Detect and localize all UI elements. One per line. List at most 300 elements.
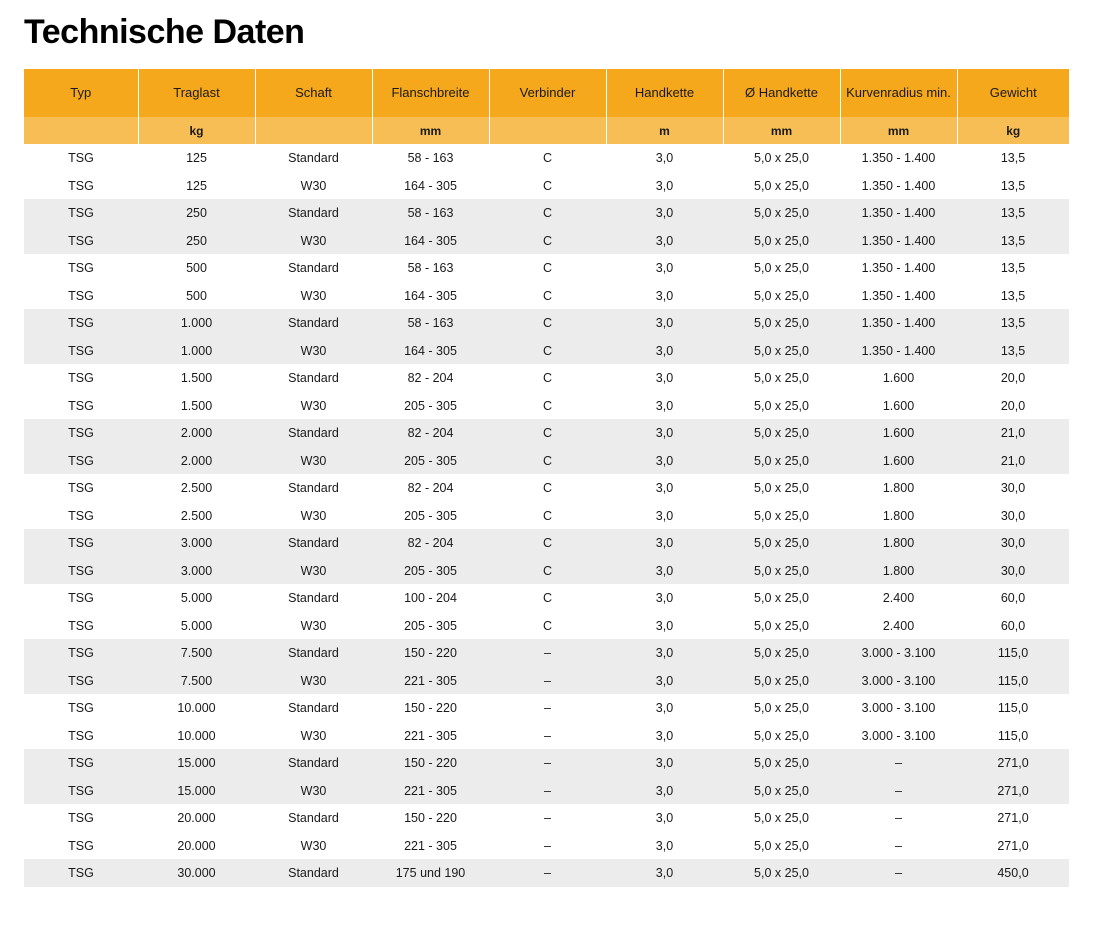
- cell-typ: TSG: [24, 282, 138, 310]
- cell-gewicht: 60,0: [957, 584, 1069, 612]
- cell-verbinder: –: [489, 749, 606, 777]
- cell-kurvenradius: –: [840, 804, 957, 832]
- cell-typ: TSG: [24, 447, 138, 475]
- cell-flanschbreite: 150 - 220: [372, 694, 489, 722]
- cell-verbinder: C: [489, 557, 606, 585]
- cell-kurvenradius: 1.350 - 1.400: [840, 282, 957, 310]
- cell-traglast: 1.000: [138, 337, 255, 365]
- cell-verbinder: C: [489, 254, 606, 282]
- cell-kurvenradius: 1.350 - 1.400: [840, 199, 957, 227]
- cell-traglast: 250: [138, 199, 255, 227]
- cell-gewicht: 450,0: [957, 859, 1069, 887]
- table-row: [24, 639, 1069, 667]
- cell-typ: TSG: [24, 749, 138, 777]
- cell-flanschbreite: 164 - 305: [372, 282, 489, 310]
- cell-gewicht: 13,5: [957, 337, 1069, 365]
- cell-handkette: 3,0: [606, 612, 723, 640]
- technical-data-table: [24, 69, 1069, 887]
- cell-kurvenradius: –: [840, 749, 957, 777]
- cell-handkette: 3,0: [606, 584, 723, 612]
- column-header-label: Handkette: [634, 84, 695, 100]
- cell-durchmesser-handkette: 5,0 x 25,0: [723, 419, 840, 447]
- cell-flanschbreite: 82 - 204: [372, 474, 489, 502]
- cell-schaft: Standard: [255, 144, 372, 172]
- cell-handkette: 3,0: [606, 254, 723, 282]
- cell-gewicht: 30,0: [957, 502, 1069, 530]
- cell-kurvenradius: 3.000 - 3.100: [840, 667, 957, 695]
- cell-typ: TSG: [24, 612, 138, 640]
- cell-handkette: 3,0: [606, 804, 723, 832]
- cell-handkette: 3,0: [606, 639, 723, 667]
- cell-kurvenradius: 1.350 - 1.400: [840, 172, 957, 200]
- document-page: [0, 14, 1093, 945]
- table-row: [24, 722, 1069, 750]
- cell-flanschbreite: 58 - 163: [372, 309, 489, 337]
- cell-verbinder: –: [489, 667, 606, 695]
- cell-flanschbreite: 205 - 305: [372, 557, 489, 585]
- cell-schaft: Standard: [255, 529, 372, 557]
- cell-flanschbreite: 150 - 220: [372, 749, 489, 777]
- cell-durchmesser-handkette: 5,0 x 25,0: [723, 474, 840, 502]
- cell-flanschbreite: 82 - 204: [372, 419, 489, 447]
- unit-handkette: m: [606, 117, 723, 144]
- table-units-row: [24, 117, 1069, 144]
- table-body: [24, 144, 1069, 887]
- cell-gewicht: 271,0: [957, 832, 1069, 860]
- cell-typ: TSG: [24, 722, 138, 750]
- cell-traglast: 7.500: [138, 639, 255, 667]
- table-row: [24, 804, 1069, 832]
- table-row: [24, 254, 1069, 282]
- cell-durchmesser-handkette: 5,0 x 25,0: [723, 392, 840, 420]
- table-header: [24, 69, 1069, 144]
- column-header-label: Kurvenradius min.: [846, 84, 951, 100]
- column-header-label: Gewicht: [989, 84, 1037, 100]
- cell-handkette: 3,0: [606, 749, 723, 777]
- cell-flanschbreite: 58 - 163: [372, 254, 489, 282]
- table-row: [24, 309, 1069, 337]
- cell-gewicht: 271,0: [957, 777, 1069, 805]
- cell-schaft: Standard: [255, 199, 372, 227]
- cell-flanschbreite: 82 - 204: [372, 529, 489, 557]
- cell-typ: TSG: [24, 309, 138, 337]
- cell-traglast: 500: [138, 254, 255, 282]
- cell-verbinder: C: [489, 172, 606, 200]
- cell-typ: TSG: [24, 804, 138, 832]
- table-row: [24, 832, 1069, 860]
- table-row: [24, 667, 1069, 695]
- cell-durchmesser-handkette: 5,0 x 25,0: [723, 722, 840, 750]
- cell-gewicht: 13,5: [957, 282, 1069, 310]
- cell-durchmesser-handkette: 5,0 x 25,0: [723, 144, 840, 172]
- table-row: [24, 749, 1069, 777]
- cell-typ: TSG: [24, 364, 138, 392]
- cell-schaft: Standard: [255, 474, 372, 502]
- cell-typ: TSG: [24, 859, 138, 887]
- cell-verbinder: C: [489, 364, 606, 392]
- column-header-label: Schaft: [295, 84, 332, 100]
- cell-traglast: 2.500: [138, 502, 255, 530]
- cell-kurvenradius: 1.350 - 1.400: [840, 337, 957, 365]
- cell-typ: TSG: [24, 199, 138, 227]
- cell-schaft: Standard: [255, 749, 372, 777]
- cell-schaft: Standard: [255, 309, 372, 337]
- cell-gewicht: 271,0: [957, 749, 1069, 777]
- column-header-schaft: [255, 69, 372, 117]
- cell-flanschbreite: 205 - 305: [372, 612, 489, 640]
- cell-schaft: Standard: [255, 859, 372, 887]
- cell-schaft: W30: [255, 172, 372, 200]
- cell-traglast: 7.500: [138, 667, 255, 695]
- table-row: [24, 172, 1069, 200]
- cell-flanschbreite: 58 - 163: [372, 199, 489, 227]
- cell-kurvenradius: 1.350 - 1.400: [840, 254, 957, 282]
- cell-traglast: 1.500: [138, 392, 255, 420]
- cell-kurvenradius: 1.800: [840, 529, 957, 557]
- table-row: [24, 474, 1069, 502]
- cell-handkette: 3,0: [606, 474, 723, 502]
- cell-gewicht: 30,0: [957, 474, 1069, 502]
- cell-traglast: 125: [138, 172, 255, 200]
- cell-verbinder: C: [489, 474, 606, 502]
- cell-durchmesser-handkette: 5,0 x 25,0: [723, 447, 840, 475]
- cell-kurvenradius: –: [840, 832, 957, 860]
- cell-handkette: 3,0: [606, 309, 723, 337]
- cell-typ: TSG: [24, 392, 138, 420]
- column-header-verbinder: [489, 69, 606, 117]
- unit-flanschbreite: mm: [372, 117, 489, 144]
- cell-kurvenradius: 1.800: [840, 557, 957, 585]
- cell-kurvenradius: 3.000 - 3.100: [840, 639, 957, 667]
- table-row: [24, 392, 1069, 420]
- cell-typ: TSG: [24, 639, 138, 667]
- cell-schaft: Standard: [255, 804, 372, 832]
- cell-handkette: 3,0: [606, 364, 723, 392]
- cell-verbinder: –: [489, 804, 606, 832]
- cell-schaft: W30: [255, 832, 372, 860]
- column-header-typ: [24, 69, 138, 117]
- cell-typ: TSG: [24, 777, 138, 805]
- cell-handkette: 3,0: [606, 172, 723, 200]
- cell-durchmesser-handkette: 5,0 x 25,0: [723, 502, 840, 530]
- cell-schaft: Standard: [255, 639, 372, 667]
- cell-typ: TSG: [24, 502, 138, 530]
- cell-verbinder: C: [489, 612, 606, 640]
- cell-kurvenradius: 1.600: [840, 419, 957, 447]
- cell-typ: TSG: [24, 419, 138, 447]
- cell-flanschbreite: 100 - 204: [372, 584, 489, 612]
- cell-flanschbreite: 164 - 305: [372, 337, 489, 365]
- cell-traglast: 10.000: [138, 694, 255, 722]
- table-row: [24, 337, 1069, 365]
- cell-handkette: 3,0: [606, 502, 723, 530]
- cell-typ: TSG: [24, 144, 138, 172]
- column-header-durchmesser-handkette: [723, 69, 840, 117]
- cell-flanschbreite: 221 - 305: [372, 722, 489, 750]
- cell-durchmesser-handkette: 5,0 x 25,0: [723, 584, 840, 612]
- cell-handkette: 3,0: [606, 832, 723, 860]
- cell-typ: TSG: [24, 584, 138, 612]
- cell-durchmesser-handkette: 5,0 x 25,0: [723, 612, 840, 640]
- column-header-gewicht: [957, 69, 1069, 117]
- cell-typ: TSG: [24, 529, 138, 557]
- cell-flanschbreite: 205 - 305: [372, 502, 489, 530]
- cell-handkette: 3,0: [606, 777, 723, 805]
- cell-traglast: 20.000: [138, 804, 255, 832]
- cell-durchmesser-handkette: 5,0 x 25,0: [723, 227, 840, 255]
- cell-flanschbreite: 221 - 305: [372, 777, 489, 805]
- cell-durchmesser-handkette: 5,0 x 25,0: [723, 364, 840, 392]
- column-header-kurvenradius: [840, 69, 957, 117]
- cell-kurvenradius: 1.350 - 1.400: [840, 144, 957, 172]
- column-header-label: Typ: [70, 84, 92, 100]
- page-title: Technische Daten: [24, 13, 305, 51]
- cell-traglast: 3.000: [138, 557, 255, 585]
- cell-gewicht: 30,0: [957, 529, 1069, 557]
- cell-handkette: 3,0: [606, 392, 723, 420]
- cell-gewicht: 60,0: [957, 612, 1069, 640]
- cell-durchmesser-handkette: 5,0 x 25,0: [723, 309, 840, 337]
- cell-gewicht: 13,5: [957, 144, 1069, 172]
- cell-gewicht: 115,0: [957, 639, 1069, 667]
- cell-handkette: 3,0: [606, 144, 723, 172]
- unit-kurvenradius: mm: [840, 117, 957, 144]
- column-header-label: Flanschbreite: [391, 84, 470, 100]
- cell-traglast: 2.000: [138, 447, 255, 475]
- cell-durchmesser-handkette: 5,0 x 25,0: [723, 749, 840, 777]
- cell-verbinder: C: [489, 199, 606, 227]
- cell-durchmesser-handkette: 5,0 x 25,0: [723, 777, 840, 805]
- table-row: [24, 529, 1069, 557]
- cell-schaft: W30: [255, 557, 372, 585]
- unit-durchmesser-handkette: mm: [723, 117, 840, 144]
- table-row: [24, 694, 1069, 722]
- cell-durchmesser-handkette: 5,0 x 25,0: [723, 172, 840, 200]
- cell-kurvenradius: 1.600: [840, 364, 957, 392]
- cell-gewicht: 21,0: [957, 447, 1069, 475]
- table-row: [24, 612, 1069, 640]
- cell-traglast: 1.500: [138, 364, 255, 392]
- cell-kurvenradius: –: [840, 859, 957, 887]
- column-header-flanschbreite: [372, 69, 489, 117]
- cell-typ: TSG: [24, 227, 138, 255]
- cell-handkette: 3,0: [606, 859, 723, 887]
- table-row: [24, 859, 1069, 887]
- cell-schaft: Standard: [255, 584, 372, 612]
- cell-traglast: 5.000: [138, 584, 255, 612]
- cell-durchmesser-handkette: 5,0 x 25,0: [723, 529, 840, 557]
- cell-traglast: 2.000: [138, 419, 255, 447]
- cell-verbinder: C: [489, 392, 606, 420]
- cell-flanschbreite: 164 - 305: [372, 172, 489, 200]
- cell-flanschbreite: 221 - 305: [372, 667, 489, 695]
- cell-verbinder: –: [489, 832, 606, 860]
- cell-durchmesser-handkette: 5,0 x 25,0: [723, 254, 840, 282]
- unit-traglast: kg: [138, 117, 255, 144]
- cell-durchmesser-handkette: 5,0 x 25,0: [723, 639, 840, 667]
- cell-flanschbreite: 175 und 190: [372, 859, 489, 887]
- cell-gewicht: 13,5: [957, 309, 1069, 337]
- cell-verbinder: C: [489, 584, 606, 612]
- cell-durchmesser-handkette: 5,0 x 25,0: [723, 859, 840, 887]
- cell-verbinder: –: [489, 639, 606, 667]
- cell-durchmesser-handkette: 5,0 x 25,0: [723, 804, 840, 832]
- cell-handkette: 3,0: [606, 282, 723, 310]
- cell-handkette: 3,0: [606, 529, 723, 557]
- cell-typ: TSG: [24, 694, 138, 722]
- cell-durchmesser-handkette: 5,0 x 25,0: [723, 557, 840, 585]
- cell-typ: TSG: [24, 172, 138, 200]
- cell-gewicht: 30,0: [957, 557, 1069, 585]
- cell-durchmesser-handkette: 5,0 x 25,0: [723, 694, 840, 722]
- cell-kurvenradius: 1.800: [840, 474, 957, 502]
- cell-durchmesser-handkette: 5,0 x 25,0: [723, 832, 840, 860]
- unit-typ: [24, 117, 138, 144]
- cell-traglast: 3.000: [138, 529, 255, 557]
- cell-gewicht: 20,0: [957, 364, 1069, 392]
- cell-traglast: 250: [138, 227, 255, 255]
- cell-schaft: W30: [255, 777, 372, 805]
- table-header-row: [24, 69, 1069, 117]
- cell-durchmesser-handkette: 5,0 x 25,0: [723, 282, 840, 310]
- cell-traglast: 30.000: [138, 859, 255, 887]
- cell-flanschbreite: 150 - 220: [372, 639, 489, 667]
- cell-schaft: W30: [255, 337, 372, 365]
- cell-kurvenradius: 1.600: [840, 392, 957, 420]
- cell-schaft: Standard: [255, 254, 372, 282]
- cell-traglast: 1.000: [138, 309, 255, 337]
- cell-typ: TSG: [24, 337, 138, 365]
- cell-verbinder: C: [489, 144, 606, 172]
- cell-verbinder: C: [489, 227, 606, 255]
- cell-traglast: 2.500: [138, 474, 255, 502]
- cell-typ: TSG: [24, 474, 138, 502]
- column-header-label: Traglast: [173, 84, 220, 100]
- column-header-label: Verbinder: [519, 84, 576, 100]
- cell-gewicht: 271,0: [957, 804, 1069, 832]
- cell-durchmesser-handkette: 5,0 x 25,0: [723, 337, 840, 365]
- cell-kurvenradius: 3.000 - 3.100: [840, 694, 957, 722]
- cell-flanschbreite: 205 - 305: [372, 447, 489, 475]
- cell-typ: TSG: [24, 254, 138, 282]
- cell-gewicht: 115,0: [957, 722, 1069, 750]
- table-row: [24, 557, 1069, 585]
- cell-traglast: 500: [138, 282, 255, 310]
- unit-gewicht: kg: [957, 117, 1069, 144]
- cell-flanschbreite: 82 - 204: [372, 364, 489, 392]
- table-row: [24, 199, 1069, 227]
- column-header-handkette: [606, 69, 723, 117]
- cell-flanschbreite: 164 - 305: [372, 227, 489, 255]
- cell-verbinder: C: [489, 419, 606, 447]
- cell-handkette: 3,0: [606, 557, 723, 585]
- cell-handkette: 3,0: [606, 722, 723, 750]
- cell-handkette: 3,0: [606, 447, 723, 475]
- unit-verbinder: [489, 117, 606, 144]
- cell-handkette: 3,0: [606, 199, 723, 227]
- cell-handkette: 3,0: [606, 419, 723, 447]
- cell-durchmesser-handkette: 5,0 x 25,0: [723, 199, 840, 227]
- cell-handkette: 3,0: [606, 694, 723, 722]
- cell-verbinder: C: [489, 447, 606, 475]
- cell-gewicht: 20,0: [957, 392, 1069, 420]
- cell-typ: TSG: [24, 667, 138, 695]
- cell-schaft: Standard: [255, 364, 372, 392]
- cell-traglast: 10.000: [138, 722, 255, 750]
- cell-schaft: W30: [255, 502, 372, 530]
- cell-verbinder: C: [489, 529, 606, 557]
- cell-verbinder: C: [489, 337, 606, 365]
- cell-traglast: 125: [138, 144, 255, 172]
- cell-flanschbreite: 221 - 305: [372, 832, 489, 860]
- cell-schaft: W30: [255, 667, 372, 695]
- column-header-traglast: [138, 69, 255, 117]
- cell-verbinder: –: [489, 859, 606, 887]
- cell-schaft: W30: [255, 447, 372, 475]
- column-header-label: Ø Handkette: [745, 84, 818, 100]
- cell-gewicht: 13,5: [957, 227, 1069, 255]
- cell-gewicht: 115,0: [957, 694, 1069, 722]
- table-row: [24, 227, 1069, 255]
- cell-schaft: W30: [255, 227, 372, 255]
- table-row: [24, 777, 1069, 805]
- cell-gewicht: 21,0: [957, 419, 1069, 447]
- cell-verbinder: C: [489, 282, 606, 310]
- unit-schaft: [255, 117, 372, 144]
- cell-flanschbreite: 205 - 305: [372, 392, 489, 420]
- cell-schaft: W30: [255, 612, 372, 640]
- cell-gewicht: 13,5: [957, 172, 1069, 200]
- cell-traglast: 20.000: [138, 832, 255, 860]
- cell-durchmesser-handkette: 5,0 x 25,0: [723, 667, 840, 695]
- cell-schaft: Standard: [255, 694, 372, 722]
- cell-gewicht: 115,0: [957, 667, 1069, 695]
- cell-schaft: Standard: [255, 419, 372, 447]
- cell-kurvenradius: –: [840, 777, 957, 805]
- cell-kurvenradius: 1.350 - 1.400: [840, 227, 957, 255]
- cell-gewicht: 13,5: [957, 254, 1069, 282]
- cell-kurvenradius: 1.600: [840, 447, 957, 475]
- cell-schaft: W30: [255, 282, 372, 310]
- cell-flanschbreite: 150 - 220: [372, 804, 489, 832]
- cell-verbinder: –: [489, 722, 606, 750]
- cell-verbinder: –: [489, 694, 606, 722]
- cell-verbinder: –: [489, 777, 606, 805]
- cell-typ: TSG: [24, 832, 138, 860]
- cell-schaft: W30: [255, 722, 372, 750]
- cell-gewicht: 13,5: [957, 199, 1069, 227]
- cell-kurvenradius: 2.400: [840, 612, 957, 640]
- cell-flanschbreite: 58 - 163: [372, 144, 489, 172]
- table-row: [24, 419, 1069, 447]
- table-row: [24, 364, 1069, 392]
- cell-verbinder: C: [489, 502, 606, 530]
- cell-kurvenradius: 3.000 - 3.100: [840, 722, 957, 750]
- table-row: [24, 447, 1069, 475]
- cell-handkette: 3,0: [606, 667, 723, 695]
- cell-traglast: 15.000: [138, 777, 255, 805]
- table-row: [24, 502, 1069, 530]
- table-row: [24, 282, 1069, 310]
- cell-handkette: 3,0: [606, 337, 723, 365]
- table-row: [24, 144, 1069, 172]
- cell-kurvenradius: 2.400: [840, 584, 957, 612]
- cell-kurvenradius: 1.350 - 1.400: [840, 309, 957, 337]
- cell-kurvenradius: 1.800: [840, 502, 957, 530]
- cell-typ: TSG: [24, 557, 138, 585]
- table-row: [24, 584, 1069, 612]
- cell-schaft: W30: [255, 392, 372, 420]
